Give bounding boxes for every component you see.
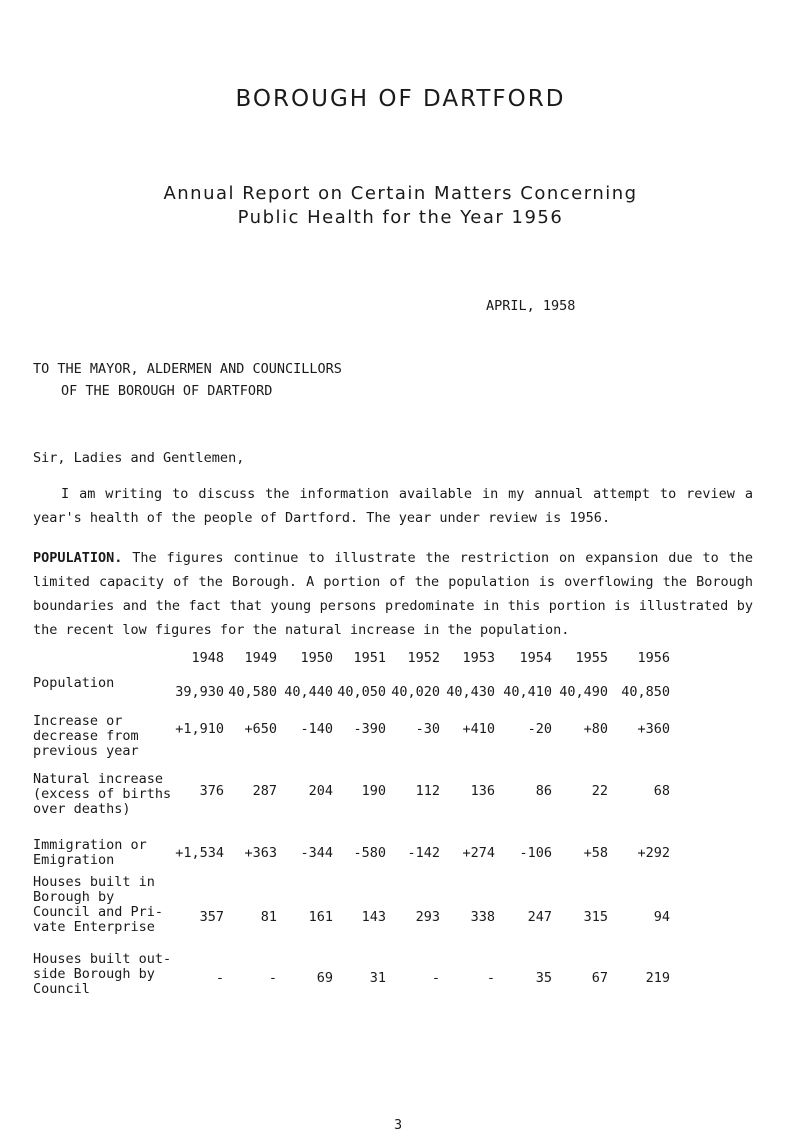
table-cell: 136 bbox=[470, 783, 495, 799]
table-cell: -20 bbox=[527, 721, 552, 737]
table-cell: -344 bbox=[300, 845, 333, 861]
report-date: APRIL, 1958 bbox=[486, 298, 576, 314]
population-heading: POPULATION. bbox=[33, 550, 123, 566]
table-cell: 112 bbox=[415, 783, 440, 799]
row-label: Increase or decrease from previous year bbox=[33, 713, 139, 759]
table-cell: 35 bbox=[535, 970, 552, 986]
salutation: Sir, Ladies and Gentlemen, bbox=[33, 450, 245, 466]
row-label: Population bbox=[33, 675, 115, 691]
year-header: 1948 bbox=[191, 650, 224, 666]
address-line2: OF THE BOROUGH OF DARTFORD bbox=[61, 383, 273, 399]
table-cell: - bbox=[215, 970, 224, 986]
table-cell: -106 bbox=[519, 845, 552, 861]
table-cell: - bbox=[268, 970, 277, 986]
row-label: Houses built in Borough by Council and Pri- vate Enterprise bbox=[33, 874, 164, 935]
table-cell: 143 bbox=[361, 909, 386, 925]
table-cell: +80 bbox=[583, 721, 608, 737]
year-header: 1953 bbox=[462, 650, 495, 666]
table-cell: 40,580 bbox=[228, 684, 277, 700]
table-cell: +292 bbox=[637, 845, 670, 861]
year-header: 1956 bbox=[637, 650, 670, 666]
population-paragraph bbox=[33, 546, 753, 642]
table-cell: 376 bbox=[199, 783, 224, 799]
year-header: 1955 bbox=[575, 650, 608, 666]
year-header: 1954 bbox=[519, 650, 552, 666]
table-cell: 161 bbox=[308, 909, 333, 925]
row-label: Natural increase (excess of births over deaths) bbox=[33, 771, 172, 817]
table-cell: 40,850 bbox=[621, 684, 670, 700]
table-cell: 68 bbox=[653, 783, 670, 799]
year-header: 1951 bbox=[353, 650, 386, 666]
table-cell: -140 bbox=[300, 721, 333, 737]
table-cell: 190 bbox=[361, 783, 386, 799]
table-cell: -580 bbox=[353, 845, 386, 861]
table-cell: 40,410 bbox=[503, 684, 552, 700]
row-label: Immigration or Emigration bbox=[33, 837, 147, 868]
report-subtitle-line1: Annual Report on Certain Matters Concerning bbox=[163, 183, 638, 204]
table-cell: -30 bbox=[415, 721, 440, 737]
table-cell: 357 bbox=[199, 909, 224, 925]
row-label: Houses built out- side Borough by Council bbox=[33, 951, 172, 997]
table-cell: 69 bbox=[316, 970, 333, 986]
table-cell: 293 bbox=[415, 909, 440, 925]
table-cell: 40,430 bbox=[446, 684, 495, 700]
table-cell: 204 bbox=[308, 783, 333, 799]
document-title: BOROUGH OF DARTFORD bbox=[235, 86, 566, 112]
table-cell: 40,020 bbox=[391, 684, 440, 700]
year-header: 1949 bbox=[244, 650, 277, 666]
table-cell: 40,490 bbox=[559, 684, 608, 700]
intro-paragraph: I am writing to discuss the information available in my annual attempt to review a year's health of the people of Dartford. The year under review is 1956. bbox=[33, 486, 753, 526]
address-line1: TO THE MAYOR, ALDERMEN AND COUNCILLORS bbox=[33, 361, 342, 377]
table-cell: +58 bbox=[583, 845, 608, 861]
table-cell: 40,050 bbox=[337, 684, 386, 700]
table-cell: +650 bbox=[244, 721, 277, 737]
table-cell: 86 bbox=[535, 783, 552, 799]
table-cell: +360 bbox=[637, 721, 670, 737]
table-cell: 39,930 bbox=[175, 684, 224, 700]
report-subtitle-line2: Public Health for the Year 1956 bbox=[237, 207, 564, 228]
table-cell: 287 bbox=[252, 783, 277, 799]
table-cell: 40,440 bbox=[284, 684, 333, 700]
table-cell: 81 bbox=[260, 909, 277, 925]
table-cell: -142 bbox=[407, 845, 440, 861]
page-number: 3 bbox=[394, 1117, 403, 1133]
table-cell: 338 bbox=[470, 909, 495, 925]
table-cell: 31 bbox=[369, 970, 386, 986]
table-cell: +410 bbox=[462, 721, 495, 737]
table-cell: 315 bbox=[583, 909, 608, 925]
year-header: 1950 bbox=[300, 650, 333, 666]
table-cell: - bbox=[431, 970, 440, 986]
table-cell: 94 bbox=[653, 909, 670, 925]
table-cell: - bbox=[486, 970, 495, 986]
table-cell: 67 bbox=[591, 970, 608, 986]
table-cell: +274 bbox=[462, 845, 495, 861]
table-cell: 247 bbox=[527, 909, 552, 925]
table-cell: 22 bbox=[591, 783, 608, 799]
table-cell: -390 bbox=[353, 721, 386, 737]
population-text: The figures continue to illustrate the restriction on expansion due to the limited capacity of the Borough. A portion of the population is overflowing the Borough boundaries and the fact that young persons predominate in this portion is illustrated by the recent low figures for the natural increase in the population. bbox=[33, 550, 753, 638]
table-cell: +1,910 bbox=[175, 721, 224, 737]
table-cell: +363 bbox=[244, 845, 277, 861]
year-header: 1952 bbox=[407, 650, 440, 666]
table-cell: +1,534 bbox=[175, 845, 224, 861]
table-cell: 219 bbox=[645, 970, 670, 986]
